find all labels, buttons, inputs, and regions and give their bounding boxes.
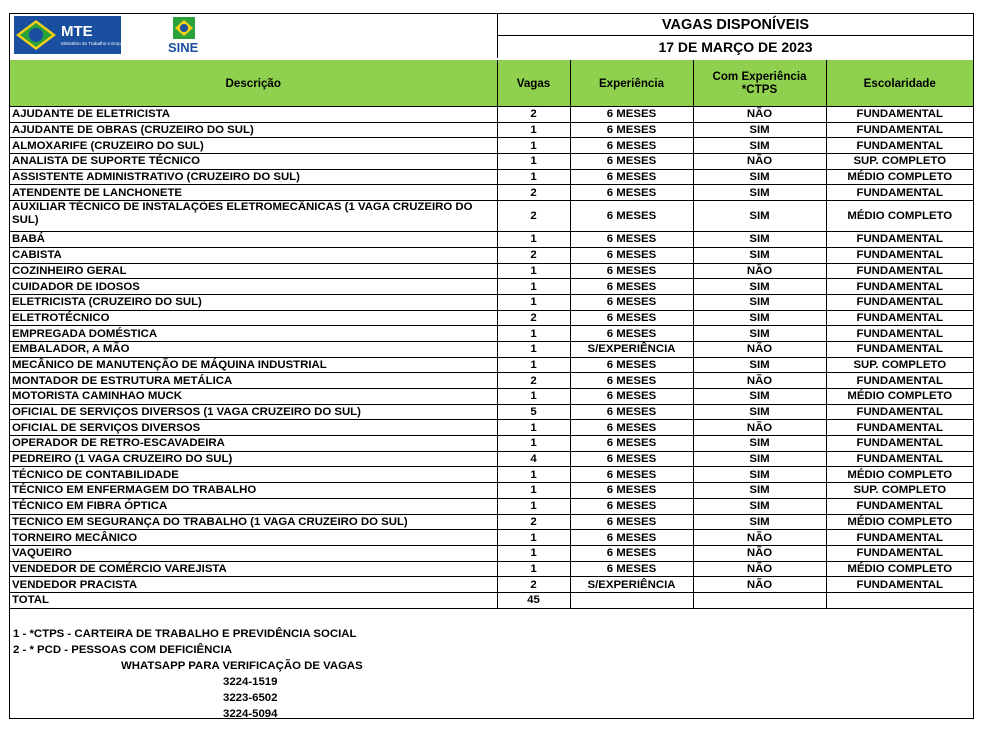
- empty-cell: [570, 592, 693, 608]
- table-row: [10, 389, 973, 405]
- cell-escolaridade: FUNDAMENTAL: [826, 263, 973, 279]
- phone-number: 3224-1519: [223, 676, 278, 688]
- table-row: [10, 263, 973, 279]
- table-row: [10, 310, 973, 326]
- cell-ctps: SIM: [693, 498, 826, 514]
- cell-experiencia: 6 MESES: [570, 107, 693, 123]
- cell-escolaridade: FUNDAMENTAL: [826, 185, 973, 201]
- cell-descricao: OPERADOR DE RETRO-ESCAVADEIRA: [10, 436, 497, 452]
- cell-experiencia: 6 MESES: [570, 232, 693, 248]
- table-row: [10, 138, 973, 154]
- mte-logo-subtext: Ministério do Trabalho e Emprego: [61, 41, 130, 46]
- cell-ctps: SIM: [693, 279, 826, 295]
- cell-descricao: TÉCNICO EM ENFERMAGEM DO TRABALHO: [10, 483, 497, 499]
- cell-ctps: NÃO: [693, 420, 826, 436]
- cell-descricao: OFICIAL DE SERVIÇOS DIVERSOS: [10, 420, 497, 436]
- cell-descricao: TECNICO EM SEGURANÇA DO TRABALHO (1 VAGA CRUZEIRO DO SUL): [10, 514, 497, 530]
- job-listing-sheet: [9, 13, 974, 719]
- cell-vagas: 1: [497, 545, 570, 561]
- cell-ctps: NÃO: [693, 341, 826, 357]
- vacancies-table: [10, 60, 973, 609]
- cell-descricao: EMPREGADA DOMÉSTICA: [10, 326, 497, 342]
- cell-vagas: 1: [497, 467, 570, 483]
- cell-vagas: 1: [497, 436, 570, 452]
- empty-cell: [826, 592, 973, 608]
- cell-ctps: SIM: [693, 310, 826, 326]
- cell-vagas: 2: [497, 373, 570, 389]
- empty-cell: [693, 592, 826, 608]
- cell-descricao: TÉCNICO EM FIBRA ÓPTICA: [10, 498, 497, 514]
- cell-vagas: 1: [497, 561, 570, 577]
- cell-experiencia: 6 MESES: [570, 545, 693, 561]
- cell-escolaridade: FUNDAMENTAL: [826, 326, 973, 342]
- cell-escolaridade: FUNDAMENTAL: [826, 577, 973, 593]
- cell-escolaridade: MÉDIO COMPLETO: [826, 389, 973, 405]
- cell-experiencia: 6 MESES: [570, 247, 693, 263]
- cell-ctps: SIM: [693, 201, 826, 232]
- column-header-escolaridade: Escolaridade: [826, 60, 973, 107]
- cell-experiencia: 6 MESES: [570, 373, 693, 389]
- cell-escolaridade: FUNDAMENTAL: [826, 530, 973, 546]
- cell-ctps: SIM: [693, 483, 826, 499]
- cell-escolaridade: FUNDAMENTAL: [826, 420, 973, 436]
- logos-area: [10, 14, 497, 58]
- cell-escolaridade: FUNDAMENTAL: [826, 232, 973, 248]
- cell-experiencia: 6 MESES: [570, 185, 693, 201]
- page-date: 17 DE MARÇO DE 2023: [658, 39, 813, 55]
- cell-experiencia: 6 MESES: [570, 514, 693, 530]
- table-row: [10, 561, 973, 577]
- cell-escolaridade: FUNDAMENTAL: [826, 310, 973, 326]
- cell-ctps: NÃO: [693, 154, 826, 170]
- cell-ctps: SIM: [693, 232, 826, 248]
- table-row: [10, 232, 973, 248]
- table-row: [10, 357, 973, 373]
- cell-ctps: SIM: [693, 122, 826, 138]
- cell-experiencia: 6 MESES: [570, 467, 693, 483]
- sine-logo-text: SINE: [168, 40, 199, 55]
- cell-descricao: ELETROTÉCNICO: [10, 310, 497, 326]
- cell-descricao: BABÁ: [10, 232, 497, 248]
- cell-vagas: 1: [497, 263, 570, 279]
- cell-descricao: VENDEDOR DE COMÉRCIO VAREJISTA: [10, 561, 497, 577]
- table-row: [10, 279, 973, 295]
- cell-ctps: SIM: [693, 467, 826, 483]
- table-row: [10, 498, 973, 514]
- cell-experiencia: S/EXPERIÊNCIA: [570, 577, 693, 593]
- cell-ctps: SIM: [693, 404, 826, 420]
- cell-experiencia: 6 MESES: [570, 404, 693, 420]
- cell-vagas: 1: [497, 294, 570, 310]
- cell-descricao: AJUDANTE DE ELETRICISTA: [10, 107, 497, 123]
- cell-descricao: ALMOXARIFE (CRUZEIRO DO SUL): [10, 138, 497, 154]
- footnote-ctps: 1 - *CTPS - CARTEIRA DE TRABALHO E PREVIDÊNCIA SOCIAL: [13, 628, 357, 640]
- cell-escolaridade: FUNDAMENTAL: [826, 138, 973, 154]
- cell-vagas: 2: [497, 107, 570, 123]
- cell-experiencia: 6 MESES: [570, 561, 693, 577]
- table-row: [10, 420, 973, 436]
- cell-escolaridade: FUNDAMENTAL: [826, 294, 973, 310]
- cell-ctps: SIM: [693, 247, 826, 263]
- mte-logo: [14, 16, 130, 54]
- footnote-pcd: 2 - * PCD - PESSOAS COM DEFICIÊNCIA: [13, 644, 232, 656]
- cell-vagas: 4: [497, 451, 570, 467]
- column-header-com-experiencia-ctps: Com Experiência *CTPS: [693, 60, 826, 107]
- cell-experiencia: 6 MESES: [570, 169, 693, 185]
- cell-vagas: 1: [497, 483, 570, 499]
- table-row: [10, 404, 973, 420]
- cell-ctps: NÃO: [693, 373, 826, 389]
- cell-experiencia: 6 MESES: [570, 138, 693, 154]
- cell-experiencia: 6 MESES: [570, 483, 693, 499]
- cell-experiencia: 6 MESES: [570, 279, 693, 295]
- table-row: [10, 467, 973, 483]
- cell-ctps: SIM: [693, 294, 826, 310]
- cell-escolaridade: FUNDAMENTAL: [826, 498, 973, 514]
- cell-experiencia: 6 MESES: [570, 310, 693, 326]
- table-row: [10, 373, 973, 389]
- cell-descricao: AJUDANTE DE OBRAS (CRUZEIRO DO SUL): [10, 122, 497, 138]
- cell-ctps: SIM: [693, 357, 826, 373]
- cell-vagas: 2: [497, 577, 570, 593]
- cell-experiencia: 6 MESES: [570, 530, 693, 546]
- table-row: [10, 122, 973, 138]
- cell-escolaridade: MÉDIO COMPLETO: [826, 169, 973, 185]
- column-header-vagas: Vagas: [497, 60, 570, 107]
- cell-vagas: 1: [497, 389, 570, 405]
- cell-ctps: NÃO: [693, 545, 826, 561]
- total-value: 45: [497, 592, 570, 608]
- table-row: [10, 545, 973, 561]
- cell-escolaridade: SUP. COMPLETO: [826, 483, 973, 499]
- cell-ctps: SIM: [693, 514, 826, 530]
- cell-descricao: ANALISTA DE SUPORTE TÉCNICO: [10, 154, 497, 170]
- cell-descricao: TORNEIRO MECÂNICO: [10, 530, 497, 546]
- cell-experiencia: 6 MESES: [570, 326, 693, 342]
- cell-experiencia: 6 MESES: [570, 420, 693, 436]
- table-row: [10, 341, 973, 357]
- cell-escolaridade: FUNDAMENTAL: [826, 107, 973, 123]
- cell-escolaridade: FUNDAMENTAL: [826, 341, 973, 357]
- table-row: [10, 247, 973, 263]
- cell-vagas: 1: [497, 279, 570, 295]
- cell-descricao: COZINHEIRO GERAL: [10, 263, 497, 279]
- table-row: [10, 169, 973, 185]
- cell-escolaridade: FUNDAMENTAL: [826, 436, 973, 452]
- cell-ctps: SIM: [693, 451, 826, 467]
- cell-descricao: OFICIAL DE SERVIÇOS DIVERSOS (1 VAGA CRUZEIRO DO SUL): [10, 404, 497, 420]
- cell-escolaridade: FUNDAMENTAL: [826, 247, 973, 263]
- cell-experiencia: 6 MESES: [570, 436, 693, 452]
- cell-experiencia: 6 MESES: [570, 451, 693, 467]
- cell-descricao: CABISTA: [10, 247, 497, 263]
- table-row: [10, 436, 973, 452]
- cell-vagas: 1: [497, 154, 570, 170]
- cell-ctps: SIM: [693, 138, 826, 154]
- cell-descricao: MONTADOR DE ESTRUTURA METÁLICA: [10, 373, 497, 389]
- cell-vagas: 1: [497, 169, 570, 185]
- cell-vagas: 1: [497, 498, 570, 514]
- footnotes: [13, 626, 363, 722]
- title-box: [497, 14, 973, 58]
- cell-descricao: AUXILIAR TÉCNICO DE INSTALAÇÕES ELETROMECÂNICAS (1 VAGA CRUZEIRO DO SUL): [10, 201, 497, 232]
- mte-logo-text: MTE: [61, 23, 93, 40]
- cell-vagas: 2: [497, 201, 570, 232]
- cell-vagas: 1: [497, 341, 570, 357]
- cell-ctps: SIM: [693, 389, 826, 405]
- cell-vagas: 2: [497, 185, 570, 201]
- cell-vagas: 1: [497, 530, 570, 546]
- cell-ctps: NÃO: [693, 263, 826, 279]
- cell-escolaridade: MÉDIO COMPLETO: [826, 467, 973, 483]
- table-row: [10, 514, 973, 530]
- cell-escolaridade: FUNDAMENTAL: [826, 122, 973, 138]
- total-label: TOTAL: [10, 592, 497, 608]
- cell-experiencia: 6 MESES: [570, 389, 693, 405]
- cell-ctps: NÃO: [693, 530, 826, 546]
- cell-ctps: SIM: [693, 436, 826, 452]
- table-row: [10, 326, 973, 342]
- table-row: [10, 201, 973, 232]
- cell-experiencia: 6 MESES: [570, 294, 693, 310]
- cell-vagas: 2: [497, 247, 570, 263]
- cell-descricao: VAQUEIRO: [10, 545, 497, 561]
- whatsapp-label: WHATSAPP PARA VERIFICAÇÃO DE VAGAS: [121, 660, 363, 672]
- cell-vagas: 2: [497, 310, 570, 326]
- cell-descricao: ATENDENTE DE LANCHONETE: [10, 185, 497, 201]
- cell-experiencia: 6 MESES: [570, 122, 693, 138]
- cell-descricao: ASSISTENTE ADMINISTRATIVO (CRUZEIRO DO SUL): [10, 169, 497, 185]
- cell-escolaridade: FUNDAMENTAL: [826, 404, 973, 420]
- cell-escolaridade: FUNDAMENTAL: [826, 545, 973, 561]
- cell-experiencia: 6 MESES: [570, 154, 693, 170]
- cell-descricao: EMBALADOR, A MÃO: [10, 341, 497, 357]
- table-row: [10, 294, 973, 310]
- cell-descricao: MOTORISTA CAMINHAO MUCK: [10, 389, 497, 405]
- cell-escolaridade: FUNDAMENTAL: [826, 373, 973, 389]
- phone-number: 3223-6502: [223, 692, 278, 704]
- cell-ctps: SIM: [693, 326, 826, 342]
- cell-vagas: 5: [497, 404, 570, 420]
- cell-vagas: 1: [497, 138, 570, 154]
- cell-vagas: 1: [497, 122, 570, 138]
- phone-number: 3224-5094: [223, 708, 278, 720]
- cell-vagas: 1: [497, 232, 570, 248]
- table-row: [10, 577, 973, 593]
- cell-experiencia: 6 MESES: [570, 498, 693, 514]
- table-row: [10, 483, 973, 499]
- cell-ctps: NÃO: [693, 107, 826, 123]
- cell-escolaridade: FUNDAMENTAL: [826, 451, 973, 467]
- cell-vagas: 2: [497, 514, 570, 530]
- cell-experiencia: S/EXPERIÊNCIA: [570, 341, 693, 357]
- sine-logo: [167, 15, 211, 59]
- sheet-header: [10, 14, 973, 58]
- cell-vagas: 1: [497, 420, 570, 436]
- table-row: [10, 451, 973, 467]
- cell-vagas: 1: [497, 326, 570, 342]
- cell-experiencia: 6 MESES: [570, 357, 693, 373]
- cell-descricao: ELETRICISTA (CRUZEIRO DO SUL): [10, 294, 497, 310]
- cell-escolaridade: MÉDIO COMPLETO: [826, 201, 973, 232]
- total-row: [10, 592, 973, 608]
- cell-descricao: TÉCNICO DE CONTABILIDADE: [10, 467, 497, 483]
- cell-escolaridade: MÉDIO COMPLETO: [826, 514, 973, 530]
- table-row: [10, 530, 973, 546]
- table-row: [10, 154, 973, 170]
- cell-vagas: 1: [497, 357, 570, 373]
- cell-experiencia: 6 MESES: [570, 201, 693, 232]
- cell-descricao: VENDEDOR PRACISTA: [10, 577, 497, 593]
- cell-descricao: MECÂNICO DE MANUTENÇÃO DE MÁQUINA INDUSTRIAL: [10, 357, 497, 373]
- cell-escolaridade: SUP. COMPLETO: [826, 357, 973, 373]
- cell-ctps: NÃO: [693, 577, 826, 593]
- cell-ctps: SIM: [693, 185, 826, 201]
- table-row: [10, 107, 973, 123]
- cell-descricao: PEDREIRO (1 VAGA CRUZEIRO DO SUL): [10, 451, 497, 467]
- table-row: [10, 185, 973, 201]
- cell-ctps: SIM: [693, 169, 826, 185]
- cell-ctps: NÃO: [693, 561, 826, 577]
- cell-escolaridade: FUNDAMENTAL: [826, 279, 973, 295]
- column-header-descricao: Descrição: [10, 60, 497, 107]
- page-title: VAGAS DISPONÍVEIS: [498, 14, 973, 36]
- column-header-experiencia: Experiência: [570, 60, 693, 107]
- cell-descricao: CUIDADOR DE IDOSOS: [10, 279, 497, 295]
- table-header-row: [10, 60, 973, 107]
- cell-escolaridade: SUP. COMPLETO: [826, 154, 973, 170]
- cell-experiencia: 6 MESES: [570, 263, 693, 279]
- cell-escolaridade: MÉDIO COMPLETO: [826, 561, 973, 577]
